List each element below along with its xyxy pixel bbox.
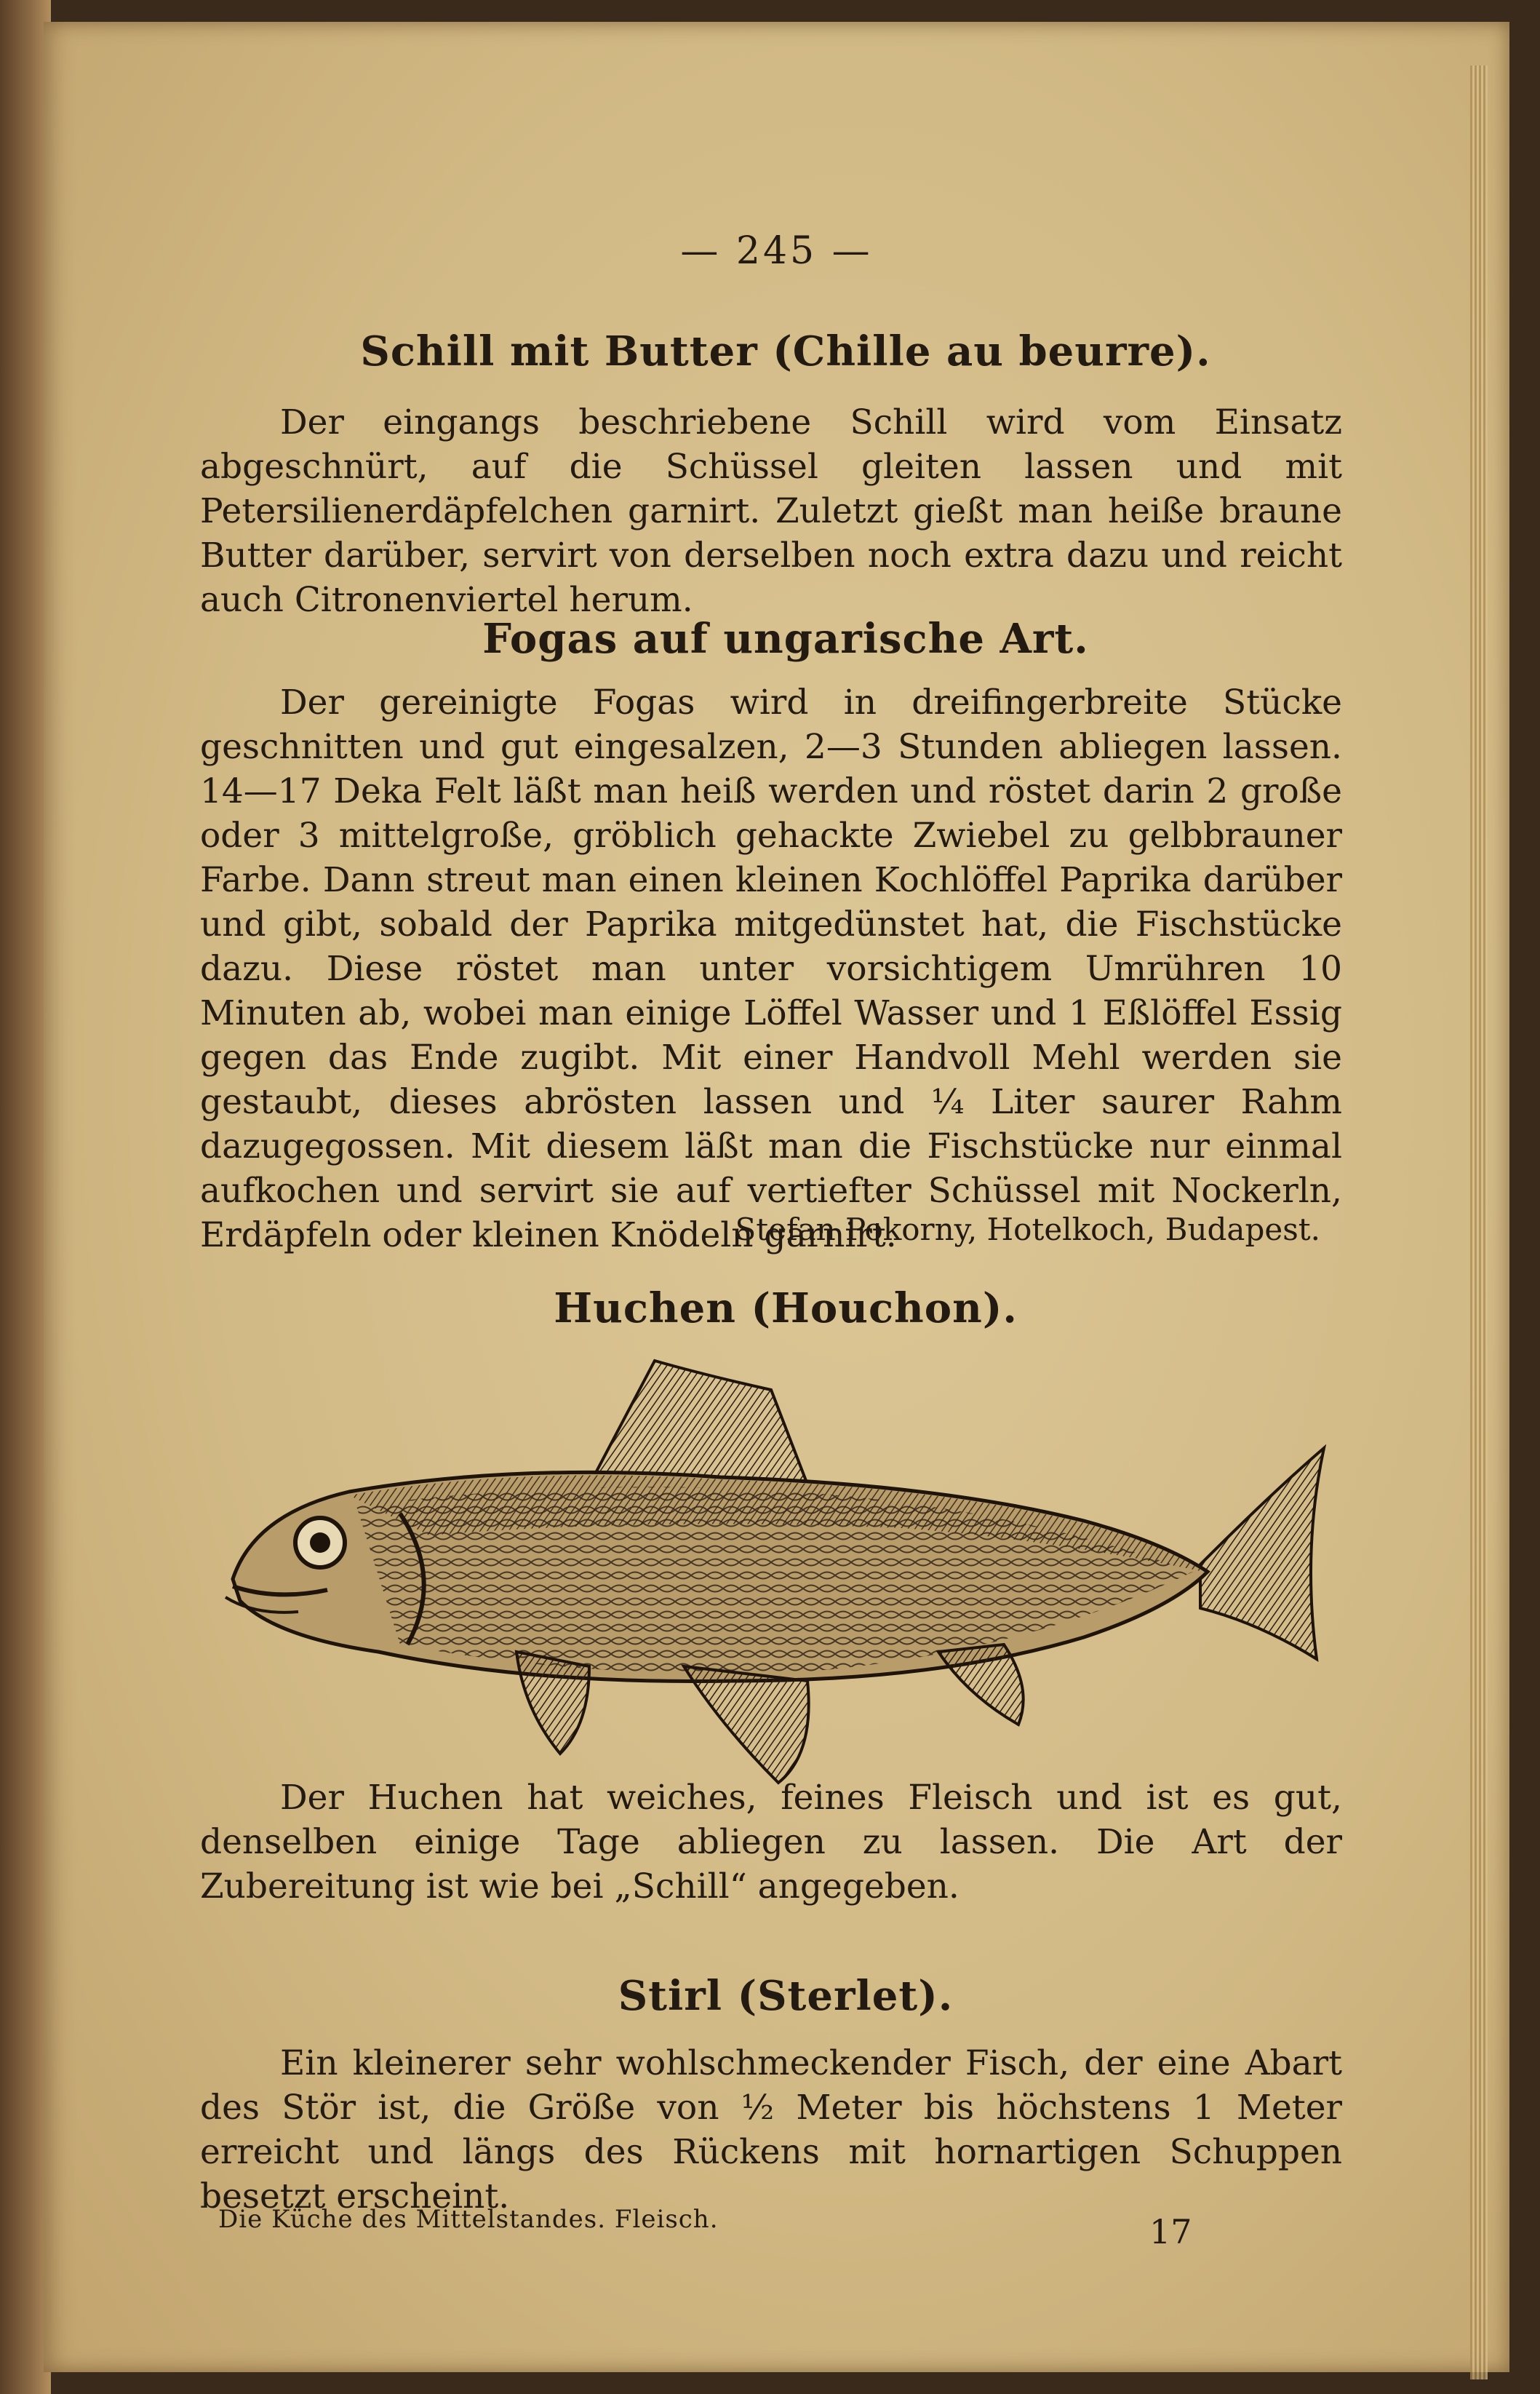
section-title-stirl: Stirl (Sterlet). [618,1972,954,2020]
book-page [44,22,1509,2372]
footer-book-title: Die Küche des Mittelstandes. Fleisch. [218,2205,719,2234]
page-number: — 245 — [680,229,873,273]
footer-signature-mark: 17 [1149,2212,1192,2251]
section-title-schill: Schill mit Butter (Chille au beurre). [360,327,1211,375]
section-text-huchen: Der Huchen hat weiches, feines Fleisch und ist es gut, denselben einige Tage abliegen zu lassen. Die Art der Zubereitung ist wie bei „Schill“ angegeben. [200,1778,1342,1906]
huchen-fish-engraving-icon [211,1346,1346,1797]
recipe-signature: Stefan Pokorny, Hotelkoch, Budapest. [735,1212,1320,1247]
section-text-schill: Der eingangs beschriebene Schill wird vom Einsatz abgeschnürt, auf die Schüssel gleiten lassen und mit Petersilienerdäpfelchen garnirt. Zuletzt gießt man heiße braune Butter darüber, servirt von derselben noch extra dazu und reicht auch Citronenviertel herum. [200,402,1342,620]
section-title-fogas: Fogas auf ungarische Art. [482,615,1089,663]
section-text-fogas: Der gereinigte Fogas wird in dreifingerbreite Stücke geschnitten und gut eingesalzen, 2—3 Stunden abliegen lassen. 14—17 Deka Felt läßt man heiß werden und röstet darin 2 große oder 3 mittelgroße, gröblich gehackte Zwiebel zu gelbbrauner Farbe. Dann streut man einen kleinen Kochlöffel Paprika darüber und gibt, sobald der Paprika mitgedünstet hat, die Fischstücke dazu. Diese röstet man unter vorsichtigem Umrühren 10 Minuten ab, wobei man einige Löffel Wasser und 1 Eßlöffel Essig gegen das Ende zugibt. Mit einer Handvoll Mehl werden sie gestaubt, dieses abrösten lassen und ¼ Liter saurer Rahm dazugegossen. Mit diesem läßt man die Fischstücke nur einmal aufkochen und servirt sie auf vertiefter Schüssel mit Nockerln, Erdäpfeln oder kleinen Knödeln garnirt. [200,683,1342,1255]
section-text-stirl: Ein kleinerer sehr wohlschmeckender Fisch, der eine Abart des Stör ist, die Größe von ½ Meter bis höchstens 1 Meter erreicht und längs des Rückens mit hornartigen Schuppen besetzt erscheint. [200,2043,1342,2216]
page-edge [1470,65,1488,2379]
section-title-huchen: Huchen (Houchon). [554,1284,1018,1332]
